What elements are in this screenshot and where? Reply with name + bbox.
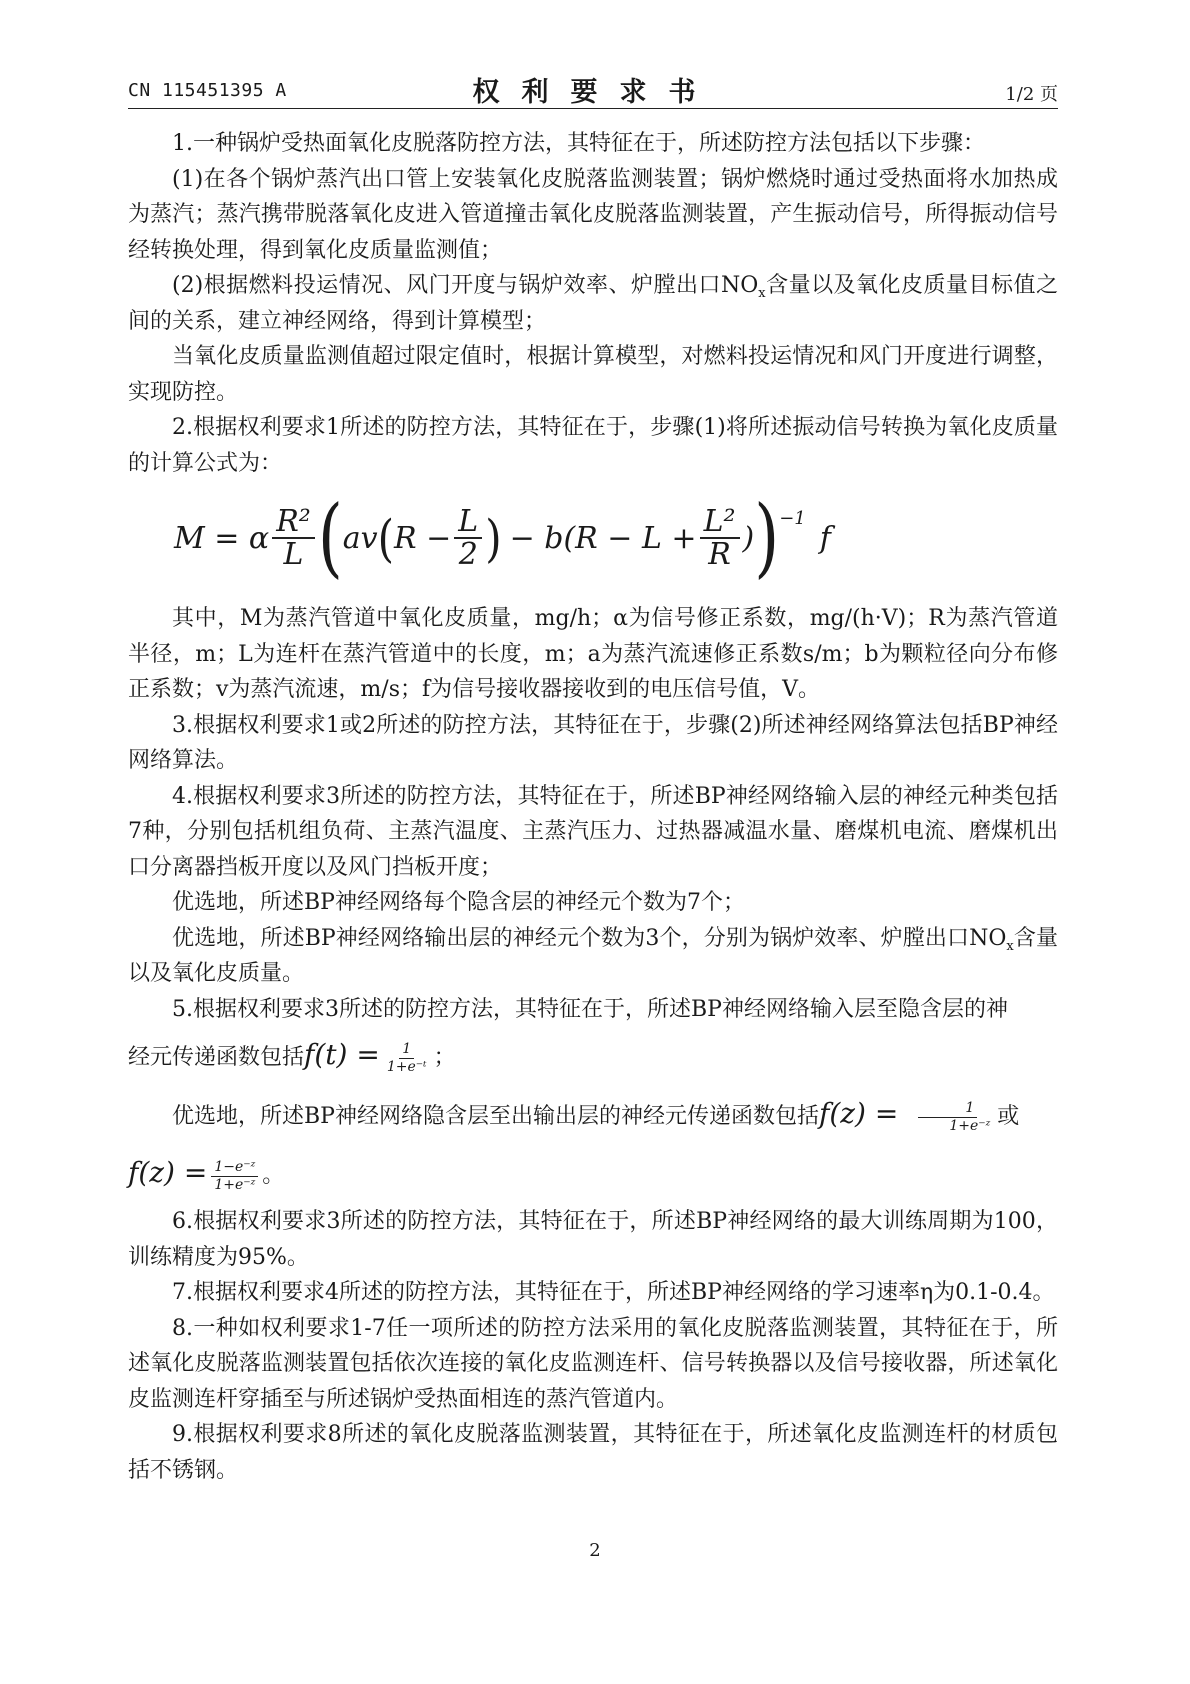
inner-right-paren: )	[485, 508, 502, 568]
claim-4-output-text-a: 优选地，所述BP神经网络输出层的神经元个数为3个，分别为锅炉效率、炉膛出口NO	[172, 925, 1007, 951]
formula-close: )	[742, 520, 755, 556]
fraction-denominator: 2	[458, 537, 478, 572]
fraction-numerator: L²	[700, 506, 740, 540]
fraction-l-over-2	[454, 503, 482, 572]
subscript-x: x	[1006, 938, 1014, 954]
fraction-sigmoid-t	[384, 1041, 430, 1076]
fraction-denominator: R	[708, 537, 731, 572]
fraction-numerator: 1	[918, 1100, 977, 1118]
function-fz: f(z) =	[818, 1097, 899, 1130]
formula-r-minus: R −	[394, 520, 452, 556]
mass-formula	[128, 481, 1058, 601]
claim-1-step-2-text-a: (2)根据燃料投运情况、风门开度与锅炉效率、炉膛出口NO	[172, 273, 759, 298]
fraction-r2-over-l	[272, 503, 315, 572]
inner-left-paren: (	[377, 508, 395, 568]
formula-middle: − b(R − L +	[509, 520, 697, 556]
claim-5-semicolon: ；	[433, 1045, 456, 1070]
fraction-numerator: R²	[272, 506, 315, 540]
claim-5-intro: 5.根据权利要求3所述的防控方法，其特征在于，所述BP神经网络输入层至隐含层的神	[172, 996, 1008, 1022]
claim-4-intro: 4.根据权利要求3所述的防控方法，其特征在于，所述BP神经网络输入层的神经元种类包括7种，分别包括机组负荷、主蒸汽温度、主蒸汽压力、过热器减温水量、磨煤机电流、磨煤机出口分离器挡板开度以及风门挡板开度；	[128, 783, 1058, 880]
claim-2-definitions: 其中，M为蒸汽管道中氧化皮质量，mg/h；α为信号修正系数，mg/(h·V)；R为蒸汽管道半径，m；L为连杆在蒸汽管道中的长度，m；a为蒸汽流速修正系数s/m；b为颗粒径向分布修正系数；v为蒸汽流速，m/s；f为信号接收器接收到的电压信号值，V。	[128, 606, 1058, 702]
claim-2-intro: 2.根据权利要求1所述的防控方法，其特征在于，步骤(1)将所述振动信号转换为氧化皮质量的计算公式为：	[128, 415, 1058, 476]
claim-5-function-tanh	[128, 1145, 1058, 1204]
claim-5-preferred	[128, 1086, 1058, 1145]
subscript-x: x	[758, 286, 766, 301]
fraction-numerator: 1−e⁻ᶻ	[211, 1159, 258, 1177]
fraction-tanh-z	[211, 1159, 258, 1194]
claim-5-or: 或	[997, 1104, 1020, 1129]
header-divider	[128, 108, 1058, 109]
claim-9: 9.根据权利要求8所述的氧化皮脱落监测装置，其特征在于，所述氧化皮监测连杆的材质包括不锈钢。	[128, 1422, 1058, 1483]
fraction-numerator: 1	[399, 1041, 414, 1059]
page-number: 2	[589, 1540, 601, 1561]
claim-4-output-layer	[128, 921, 1058, 992]
claim-1-step-2-text-b: 含量以及氧化皮质量目标值之间的关系，建立神经网络，得到计算模型；	[128, 273, 1058, 334]
fraction-denominator: 1+e⁻ᶻ	[949, 1117, 991, 1134]
document-id: CN 115451395 A	[128, 80, 287, 101]
formula-lhs: M = α	[174, 520, 270, 556]
claim-5-text: 经元传递函数包括	[128, 1045, 305, 1070]
formula-av: av	[342, 520, 378, 556]
claim-5-period: 。	[262, 1163, 285, 1188]
function-fz-alt: f(z) =	[128, 1156, 208, 1189]
fraction-denominator: 1+e⁻ᶻ	[214, 1176, 256, 1193]
formula-f: f	[819, 520, 831, 556]
claim-3: 3.根据权利要求1或2所述的防控方法，其特征在于，步骤(2)所述神经网络算法包括BP神经网络算法。	[128, 712, 1058, 773]
claim-5-preferred-text: 优选地，所述BP神经网络隐含层至出输出层的神经元传递函数包括	[172, 1104, 819, 1129]
outer-left-paren: (	[317, 488, 343, 588]
page-title: 权利要求书	[472, 77, 718, 108]
claim-6: 6.根据权利要求3所述的防控方法，其特征在于，所述BP神经网络的最大训练周期为100，训练精度为95%。	[128, 1209, 1058, 1270]
fraction-numerator: L	[454, 506, 482, 540]
claim-1-step-1: (1)在各个锅炉蒸汽出口管上安装氧化皮脱落监测装置；锅炉燃烧时通过受热面将水加热成为蒸汽；蒸汽携带脱落氧化皮进入管道撞击氧化皮脱落监测装置，产生振动信号，所得振动信号经转换处理，得到氧化皮质量监测值；	[128, 166, 1058, 263]
outer-right-paren: )	[754, 488, 780, 588]
claim-4-hidden-layer: 优选地，所述BP神经网络每个隐含层的神经元个数为7个；	[172, 890, 745, 915]
page-indicator: 1/2 页	[1005, 84, 1058, 105]
claim-1-step-2	[128, 268, 1058, 339]
fraction-denominator: 1+e⁻ᵗ	[386, 1058, 427, 1075]
formula-exponent: −1	[779, 507, 806, 529]
claim-8: 8.一种如权利要求1-7任一项所述的防控方法采用的氧化皮脱落监测装置，其特征在于，所述氧化皮脱落监测装置包括依次连接的氧化皮监测连杆、信号转换器以及信号接收器，所述氧化皮监测连杆穿插至与所述锅炉受热面相连的蒸汽管道内。	[128, 1315, 1058, 1412]
claims-body	[128, 126, 1058, 1488]
claim-5-function-t	[128, 1027, 1058, 1086]
claim-4-output-text-b: 含量以及氧化皮质量。	[128, 925, 1058, 986]
claim-1-control: 当氧化皮质量监测值超过限定值时，根据计算模型，对燃料投运情况和风门开度进行调整，实现防控。	[128, 344, 1058, 405]
function-ft: f(t) =	[304, 1038, 380, 1071]
fraction-denominator: L	[283, 537, 304, 572]
fraction-sigmoid-z	[902, 1100, 993, 1135]
claim-1-intro: 1.一种锅炉受热面氧化皮脱落防控方法，其特征在于，所述防控方法包括以下步骤：	[172, 131, 985, 156]
claim-7: 7.根据权利要求4所述的防控方法，其特征在于，所述BP神经网络的学习速率η为0.1-0.4。	[172, 1280, 1055, 1305]
fraction-l2-over-r	[700, 503, 740, 572]
